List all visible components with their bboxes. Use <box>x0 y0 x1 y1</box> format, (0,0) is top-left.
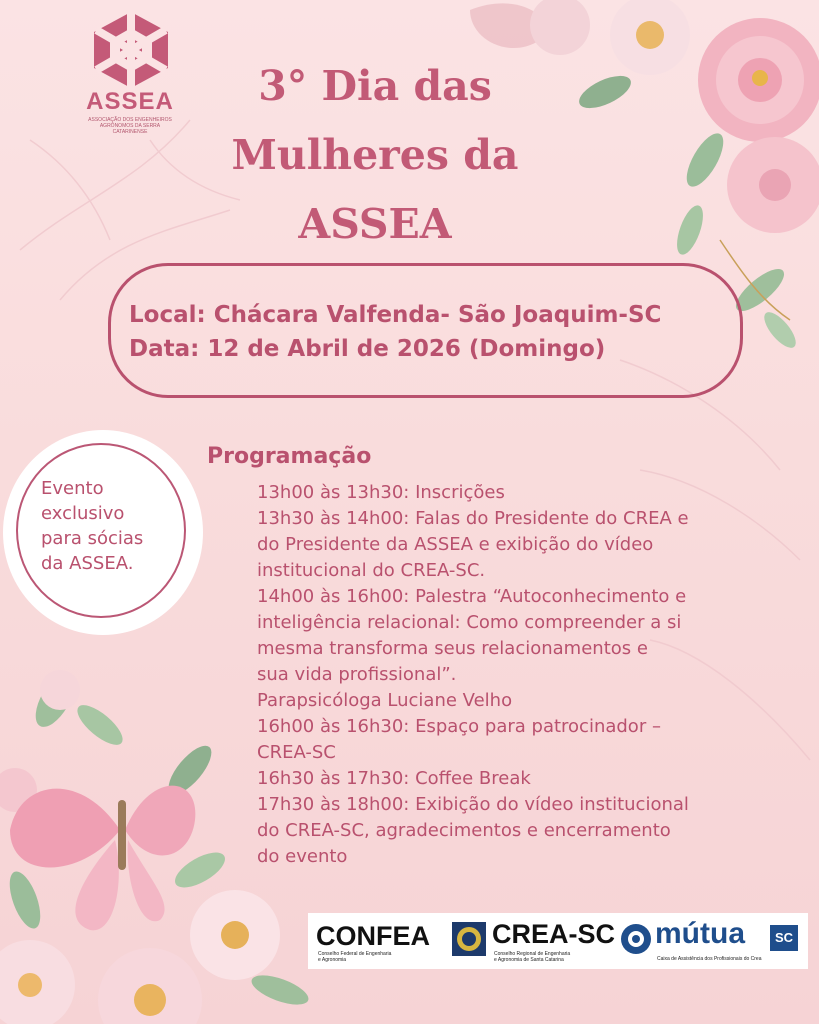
program-item <box>257 766 797 792</box>
location-text: Local: Chácara Valfenda- São Joaquim-SC <box>129 302 662 328</box>
crea-subtitle: e Agronomia de Santa Catarina <box>494 957 564 963</box>
mutua-sc-badge: SC <box>770 925 798 951</box>
date-text: Data: 12 de Abril de 2026 (Domingo) <box>129 336 606 362</box>
exclusive-badge <box>3 430 203 635</box>
location-date-box <box>108 263 743 398</box>
program-item <box>257 688 797 714</box>
badge-line: da ASSEA. <box>41 553 134 574</box>
program-line: CREA-SC <box>257 742 336 763</box>
logo-name: ASSEA <box>86 88 174 115</box>
program-line: mesma transforma seus relacionamentos e <box>257 638 648 659</box>
program-item <box>257 506 797 584</box>
program-heading: Programação <box>207 444 372 469</box>
program-line: 16h30 às 17h30: Coffee Break <box>257 768 531 789</box>
badge-text <box>41 476 181 576</box>
program-item <box>257 480 797 506</box>
title-line: ASSEA <box>298 200 452 248</box>
badge-line: exclusivo <box>41 503 125 524</box>
sponsor-bar <box>308 913 808 969</box>
title-line: Mulheres da <box>231 131 519 179</box>
assea-emblem-icon <box>88 10 174 90</box>
program-line: do evento <box>257 846 348 867</box>
program-line: 14h00 às 16h00: Palestra “Autoconhecimento e <box>257 586 687 607</box>
program-line: do CREA-SC, agradecimentos e encerramento <box>257 820 671 841</box>
confea-subtitle: Conselho Federal de Engenharia <box>318 951 392 957</box>
crea-seal-icon <box>451 921 487 957</box>
event-title <box>180 52 570 259</box>
program-line: inteligência relacional: Como compreender a si <box>257 612 682 633</box>
program-item <box>257 584 797 688</box>
program-line: 13h00 às 13h30: Inscrições <box>257 482 505 503</box>
mutua-logo-text: mútua <box>655 917 745 950</box>
title-line: 3° Dia das <box>258 62 492 110</box>
crea-subtitle: Conselho Regional de Engenharia <box>494 951 571 957</box>
assea-logo <box>82 10 182 135</box>
program-line: 17h30 às 18h00: Exibição do vídeo institucional <box>257 794 689 815</box>
program-line: 16h00 às 16h30: Espaço para patrocinador – <box>257 716 661 737</box>
program-list <box>257 480 797 870</box>
crea-sc-logo-text: CREA-SC <box>492 919 616 949</box>
program-item <box>257 792 797 870</box>
program-line: do Presidente da ASSEA e exibição do vídeo <box>257 534 654 555</box>
program-line: Parapsicóloga Luciane Velho <box>257 690 513 711</box>
program-item <box>257 714 797 766</box>
program-line: institucional do CREA-SC. <box>257 560 486 581</box>
confea-logo-text: CONFEA <box>316 921 430 951</box>
mutua-symbol-icon <box>620 923 652 955</box>
mutua-subtitle: Caixa de Assistência dos Profissionais do Crea <box>657 956 762 962</box>
program-line: 13h30 às 14h00: Falas do Presidente do CREA e <box>257 508 689 529</box>
logo-subtitle: ASSOCIAÇÃO DOS ENGENHEIROS AGRÔNOMOS DA SERRA CATARINENSE <box>88 117 172 135</box>
confea-subtitle: e Agronomia <box>318 957 347 963</box>
badge-line: para sócias <box>41 528 144 549</box>
program-line: sua vida profissional”. <box>257 664 457 685</box>
badge-line: Evento <box>41 478 104 499</box>
